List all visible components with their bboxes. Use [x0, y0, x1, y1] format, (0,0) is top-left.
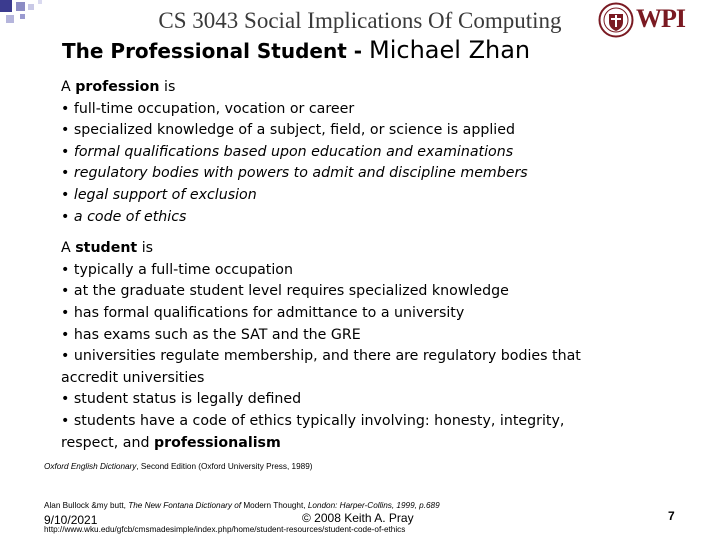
- reference-oxford: Oxford English Dictionary, Second Edition (Oxford University Press, 1989): [44, 462, 313, 471]
- student-bullet: • at the graduate student level requires specialized knowledge: [61, 283, 509, 300]
- slide-body: [61, 77, 621, 454]
- student-intro: A student is: [61, 240, 154, 257]
- slide-title-topic: The Professional Student -: [62, 39, 370, 63]
- profession-bullet: • specialized knowledge of a subject, field, or science is applied: [61, 122, 515, 139]
- student-term: student: [75, 240, 138, 257]
- profession-bullet: • legal support of exclusion: [61, 186, 257, 203]
- student-bullet: • typically a full-time occupation: [61, 261, 293, 278]
- student-bullet: • has formal qualifications for admittance to a university: [61, 304, 465, 321]
- footer-date: 9/10/2021: [44, 513, 98, 527]
- course-title: CS 3043 Social Implications Of Computing: [158, 8, 562, 33]
- student-bullet: • has exams such as the SAT and the GRE: [61, 326, 361, 343]
- reference-fontana: Alan Bullock &my butt, The New Fontana Dictionary of Modern Thought, London: Harper-Collins, 1999, p.689: [44, 501, 440, 510]
- professionalism-term: professionalism: [153, 434, 281, 451]
- reference-wku-link[interactable]: http://www.wku.edu/gfcb/cmsmadesimple/index.php/home/student-resources/student-code-of-ethics: [44, 525, 406, 534]
- profession-bullet: • a code of ethics: [61, 208, 187, 225]
- page-number: 7: [668, 509, 675, 523]
- student-bullet: • universities regulate membership, and there are regulatory bodies that accredit universities: [61, 348, 581, 386]
- slide-title-name: Michael Zhan: [369, 36, 531, 64]
- profession-term: profession: [75, 79, 160, 95]
- slide-title: [62, 36, 530, 64]
- footer-copyright: © 2008 Keith A. Pray: [302, 511, 414, 525]
- profession-bullet: • full-time occupation, vocation or career: [61, 100, 355, 117]
- wpi-logo: WPI: [636, 4, 685, 33]
- profession-bullet: • regulatory bodies with powers to admit and discipline members: [61, 165, 528, 182]
- profession-bullet: • formal qualifications based upon education and examinations: [61, 143, 514, 160]
- university-seal-icon: [598, 2, 634, 38]
- student-bullet: • students have a code of ethics typically involving: honesty, integrity, respect, and professionalism: [61, 412, 565, 451]
- profession-intro: A profession is: [61, 79, 176, 95]
- student-bullet: • student status is legally defined: [61, 391, 302, 408]
